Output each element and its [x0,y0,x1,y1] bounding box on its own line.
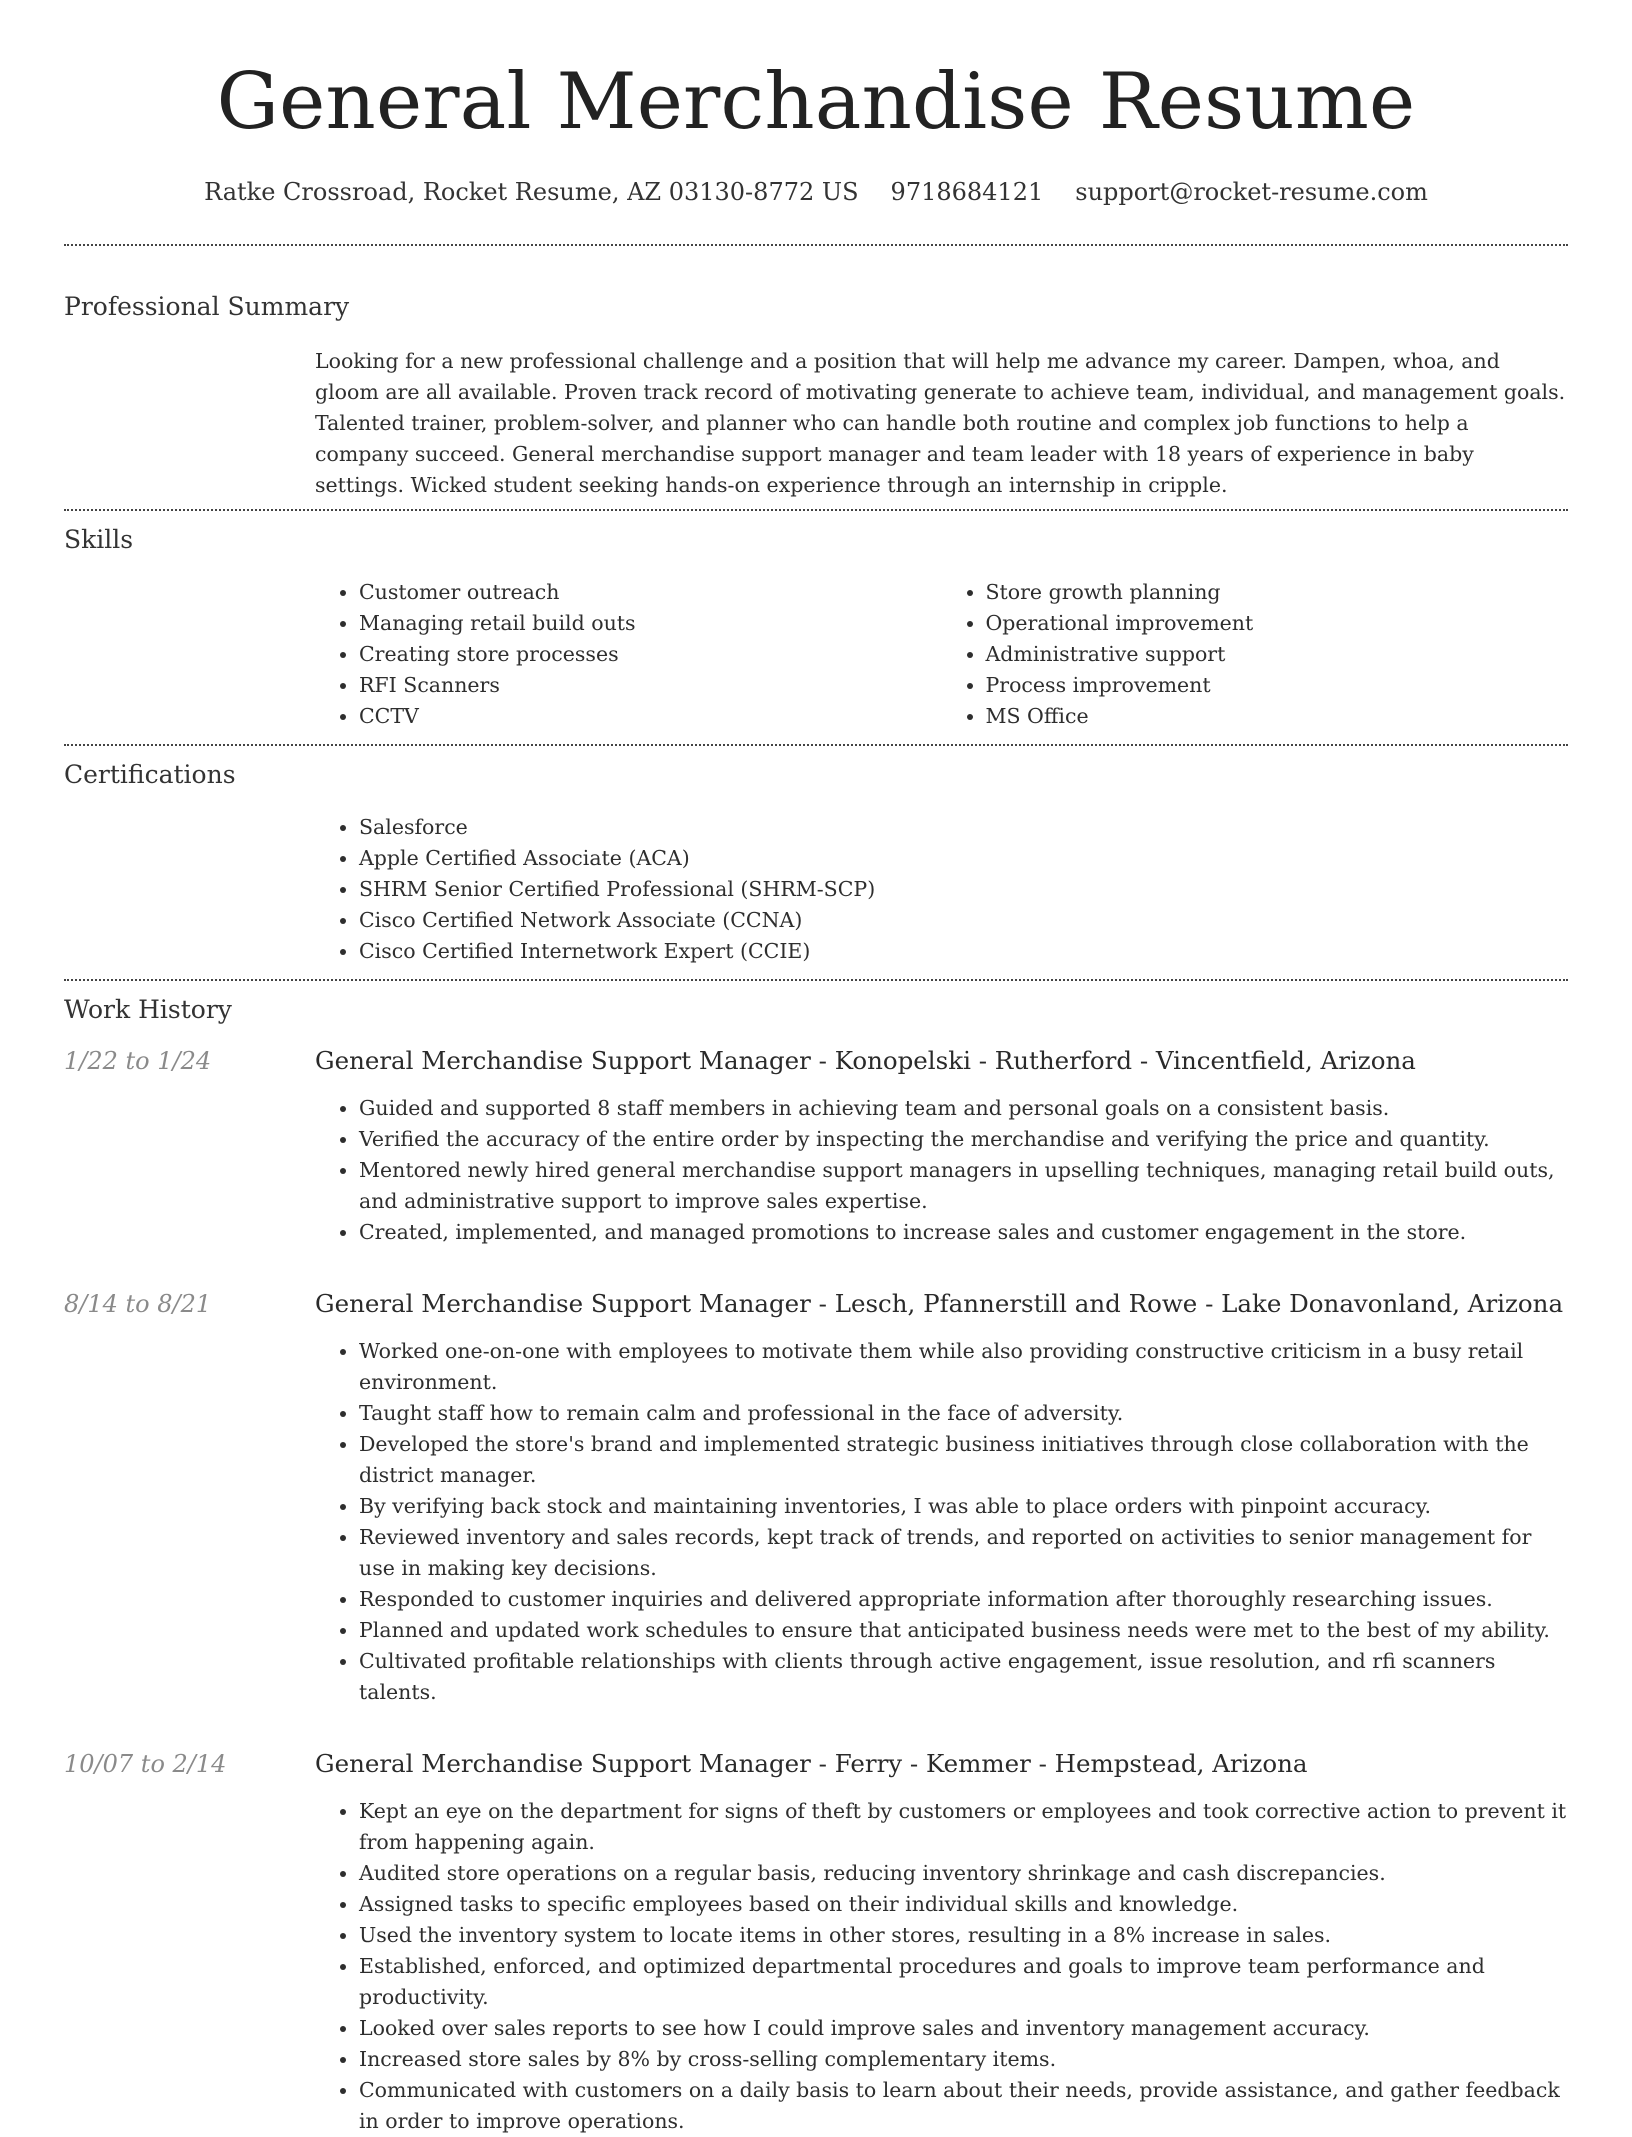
job-bullet: • Worked one-on-one with employees to motivate them while also providing constructive criticism in a busy retail environment. [359,1336,1568,1398]
job-bullet: • Increased store sales by 8% by cross-selling complementary items. [359,2044,1568,2075]
contact-line [64,176,1568,208]
skills-section [64,511,1568,744]
work-history-section [64,981,1568,2137]
job-bullet: • Reviewed inventory and sales records, kept track of trends, and reported on activities to senior management for use in making key decisions. [359,1522,1568,1584]
skill-item: • Process improvement [986,670,1569,701]
certification-item: • Cisco Certified Internetwork Expert (CCIE) [359,936,1568,967]
job-bullets [315,1093,1568,1248]
section-heading-summary: Professional Summary [64,292,350,321]
job-bullet: • Established, enforced, and optimized departmental procedures and goals to improve team performance and productivity. [359,1951,1568,2013]
job-bullet: • Communicated with customers on a daily basis to learn about their needs, provide assistance, and gather feedback in order to improve operations. [359,2075,1568,2137]
certifications-list [315,812,1568,967]
certification-item: • Salesforce [359,812,1568,843]
job-title: General Merchandise Support Manager - Konopelski - Rutherford - Vincentfield, Arizona [315,1046,1416,1075]
job-bullets [315,1336,1568,1708]
section-heading-certifications: Certifications [64,760,236,789]
skill-item: • Operational improvement [986,608,1569,639]
skill-item: • RFI Scanners [359,670,942,701]
contact-address: Ratke Crossroad, Rocket Resume, AZ 03130-8772 US [204,178,859,206]
job-dates: 8/14 to 8/21 [64,1290,212,1318]
resume-title: General Merchandise Resume [216,57,1416,147]
job-entry [64,1748,1568,2137]
job-bullet: • Looked over sales reports to see how I could improve sales and inventory management accuracy. [359,2013,1568,2044]
job-dates: 1/22 to 1/24 [64,1047,212,1075]
job-bullet: • Guided and supported 8 staff members in achieving team and personal goals on a consistent basis. [359,1093,1568,1124]
summary-text: Looking for a new professional challenge and a position that will help me advance my career. Dampen, whoa, and gloom are all available. Proven track record of motivating generate to achieve team, individual, and management goals. Talented trainer, problem-solver, and planner who can handle both routine and complex job functions to help a company succeed. General merchandise support manager and team leader with 18 years of experience in baby settings. Wicked student seeking hands-on experience through an internship in cripple. [315,349,1566,497]
contact-email: support@rocket-resume.com [1075,178,1428,206]
skill-item: • Store growth planning [986,577,1569,608]
job-bullet: • Taught staff how to remain calm and professional in the face of adversity. [359,1398,1568,1429]
skill-item: • Creating store processes [359,639,942,670]
job-bullet: • Cultivated profitable relationships with clients through active engagement, issue resolution, and rfi scanners talents. [359,1646,1568,1708]
job-bullet: • By verifying back stock and maintaining inventories, I was able to place orders with pinpoint accuracy. [359,1491,1568,1522]
job-bullet: • Audited store operations on a regular basis, reducing inventory shrinkage and cash discrepancies. [359,1858,1568,1889]
job-bullet: • Mentored newly hired general merchandise support managers in upselling techniques, managing retail build outs, and administrative support to improve sales expertise. [359,1155,1568,1217]
certifications-content [315,812,1568,967]
section-heading-skills: Skills [64,525,134,554]
job-bullet: • Developed the store's brand and implemented strategic business initiatives through close collaboration with the district manager. [359,1429,1568,1491]
job-bullet: • Verified the accuracy of the entire order by inspecting the merchandise and verifying the price and quantity. [359,1124,1568,1155]
certification-item: • SHRM Senior Certified Professional (SHRM-SCP) [359,874,1568,905]
certification-item: • Apple Certified Associate (ACA) [359,843,1568,874]
skills-columns [315,577,1568,732]
job-bullet: • Kept an eye on the department for signs of theft by customers or employees and took corrective action to prevent it from happening again. [359,1796,1568,1858]
job-title: General Merchandise Support Manager - Ferry - Kemmer - Hempstead, Arizona [315,1749,1308,1778]
contact-phone: 9718684121 [890,178,1044,206]
job-dates: 10/07 to 2/14 [64,1750,227,1778]
job-body [315,1288,1568,1708]
job-entry [64,1045,1568,1248]
job-bullets [315,1796,1568,2137]
skill-item: • Managing retail build outs [359,608,942,639]
skill-item: • CCTV [359,701,942,732]
skill-item: • Administrative support [986,639,1569,670]
job-title: General Merchandise Support Manager - Lesch, Pfannerstill and Rowe - Lake Donavonland, Arizona [315,1289,1564,1318]
professional-summary-section [64,246,1568,509]
skill-item: • MS Office [986,701,1569,732]
skills-list-left [315,577,942,732]
job-body [315,1748,1568,2137]
section-heading-work-history: Work History [64,995,232,1024]
certification-item: • Cisco Certified Network Associate (CCNA) [359,905,1568,936]
job-bullet: • Assigned tasks to specific employees based on their individual skills and knowledge. [359,1889,1568,1920]
skills-list-right [942,577,1569,732]
job-bullet: • Used the inventory system to locate items in other stores, resulting in a 8% increase in sales. [359,1920,1568,1951]
job-bullet: • Planned and updated work schedules to ensure that anticipated business needs were met to the best of my ability. [359,1615,1568,1646]
job-bullet: • Responded to customer inquiries and delivered appropriate information after thoroughly researching issues. [359,1584,1568,1615]
job-entry [64,1288,1568,1708]
skill-item: • Customer outreach [359,577,942,608]
job-body [315,1045,1568,1248]
certifications-section [64,746,1568,979]
job-bullet: • Created, implemented, and managed promotions to increase sales and customer engagement in the store. [359,1217,1568,1248]
